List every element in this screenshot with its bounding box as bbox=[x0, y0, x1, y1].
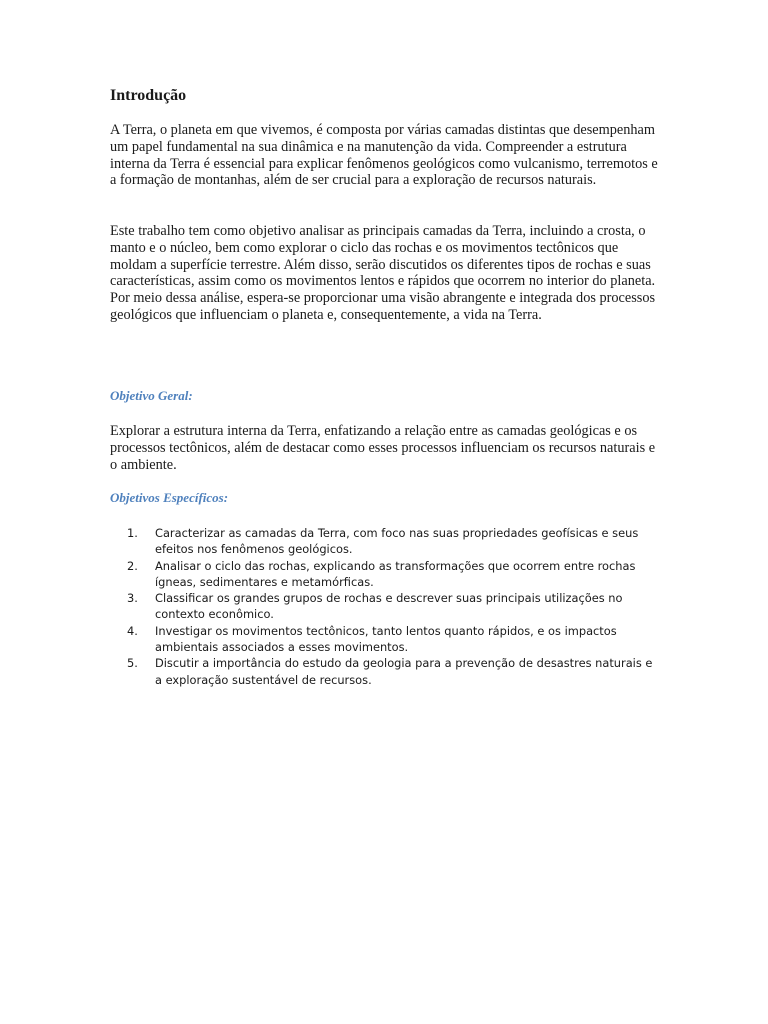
list-item bbox=[110, 623, 658, 656]
intro-paragraph-1: A Terra, o planeta em que vivemos, é composta por várias camadas distintas que desempenham um papel fundamental na sua dinâmica e na manutenção da vida. Compreender a estrutura interna da Terra é essencial para explicar fenômenos geológicos como vulcanismo, terremotos e a formação de montanhas, além de ser crucial para a exploração de recursos naturais. bbox=[110, 122, 658, 189]
objetivos-especificos-list bbox=[110, 525, 658, 688]
objetivos-especificos-heading: Objetivos Específicos: bbox=[110, 490, 229, 505]
list-item bbox=[110, 558, 658, 591]
list-item-number: 4. bbox=[127, 623, 138, 638]
list-item-number: 1. bbox=[127, 526, 138, 540]
list-item-text: Classificar os grandes grupos de rochas e descrever suas principais utilizações no contexto econômico. bbox=[155, 591, 623, 622]
list-item-number: 2. bbox=[127, 558, 138, 573]
list-item bbox=[110, 590, 658, 623]
list-item-number: 3. bbox=[127, 591, 138, 606]
list-item-text: Discutir a importância do estudo da geologia para a prevenção de desastres naturais e a exploração sustentável de recursos. bbox=[155, 656, 653, 687]
list-item bbox=[110, 655, 658, 688]
list-item bbox=[110, 525, 658, 558]
objetivo-geral-heading: Objetivo Geral: bbox=[110, 388, 193, 403]
page-title: Introdução bbox=[110, 87, 187, 104]
objetivo-geral-text: Explorar a estrutura interna da Terra, enfatizando a relação entre as camadas geológicas e os processos tectônicos, além de destacar como esses processos influenciam os recursos naturais e o ambiente. bbox=[110, 423, 656, 473]
list-item-number: 5. bbox=[127, 656, 138, 671]
list-item-text: Caracterizar as camadas da Terra, com foco nas suas propriedades geofísicas e seus efeitos nos fenômenos geológicos. bbox=[155, 526, 639, 557]
list-item-text: Investigar os movimentos tectônicos, tanto lentos quanto rápidos, e os impactos ambientais associados a esses movimentos. bbox=[155, 623, 617, 655]
intro-paragraph-2: Este trabalho tem como objetivo analisar as principais camadas da Terra, incluindo a crosta, o manto e o núcleo, bem como explorar o ciclo das rochas e os movimentos tectônicos que moldam a superfície terrestre. Além disso, serão discutidos os diferentes tipos de rochas e suas características, assim como os movimentos lentos e rápidos que ocorrem no interior do planeta. Por meio dessa análise, espera-se proporcionar uma visão abrangente e integrada dos processos geológicos que influenciam o planeta e, consequentemente, a vida na Terra. bbox=[110, 223, 656, 323]
list-item-text: Analisar o ciclo das rochas, explicando as transformações que ocorrem entre rochas ígneas, sedimentares e metamórficas. bbox=[155, 558, 636, 589]
